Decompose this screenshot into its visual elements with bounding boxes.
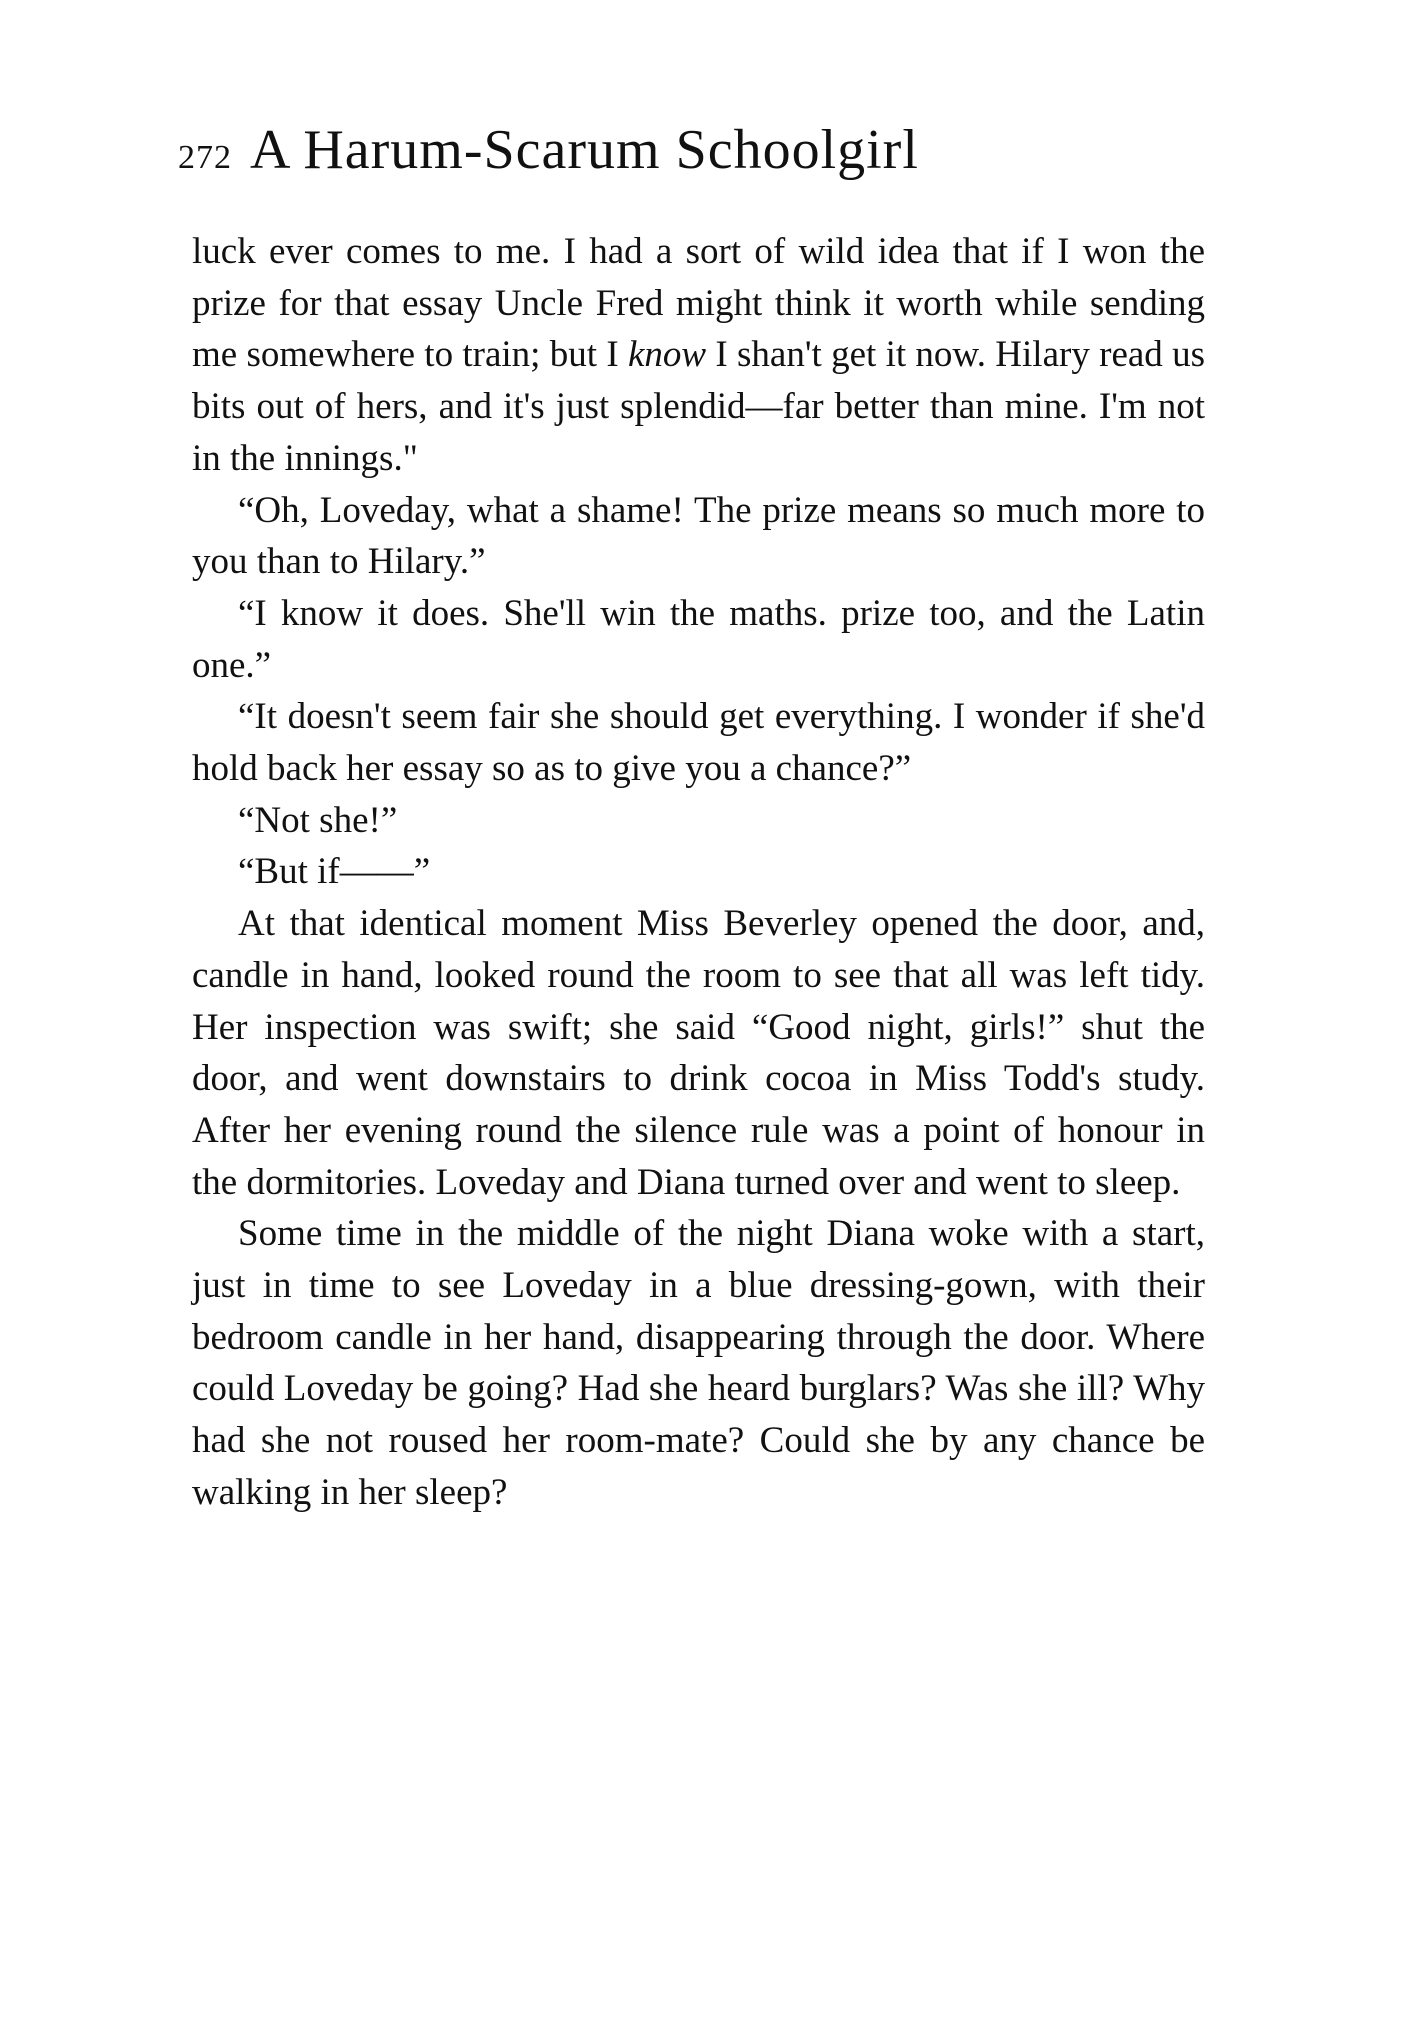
paragraph-1-text-a: luck ever comes to me. I had a sort of wild idea that if I won the prize for that essay Uncle Fred might think it worth while sending me somewhere to train; but I [192, 231, 1205, 376]
paragraph-4: “It doesn't seem fair she should get everything. I wonder if she'd hold back her essay so as to give you a chance?” [192, 696, 1205, 790]
paragraph-2: “Oh, Loveday, what a shame! The prize means so much more to you than to Hilary.” [192, 489, 1205, 583]
paragraph-1-text-b: I shan't get it now. Hilary read us bits out of hers, and it's just splendid—far better than mine. I'm not in the innings." [192, 334, 1205, 479]
paragraph-5: “Not she!” [238, 799, 398, 841]
paragraph-3: “I know it does. She'll win the maths. prize too, and the Latin one.” [192, 592, 1205, 686]
paragraph-1-emphasis: know [627, 334, 707, 376]
page-header [178, 118, 1228, 198]
paragraph-1 [192, 226, 1205, 485]
paragraph-7: At that identical moment Miss Beverley opened the door, and, candle in hand, looked round the room to see that all was left tidy. Her inspection was swift; she said “Good night, girls!” shut the door, and went downstairs to drink cocoa in Miss Todd's study. After her evening round the silence rule was a point of honour in the dormitories. Loveday and Diana turned over and went to sleep. [192, 903, 1205, 1203]
body-text [192, 226, 1205, 1946]
page-number: 272 [178, 139, 232, 176]
paragraph-6: “But if——” [238, 851, 431, 893]
paragraph-8: Some time in the middle of the night Diana woke with a start, just in time to see Loveday in a blue dressing-gown, with their bedroom candle in her hand, disappearing through the door. Where could Loveday be going? Had she heard burglars? Was she ill? Why had she not roused her room-mate? Could she by any chance be walking in her sleep? [192, 1213, 1205, 1513]
running-title: A Harum-Scarum Schoolgirl [250, 119, 919, 181]
